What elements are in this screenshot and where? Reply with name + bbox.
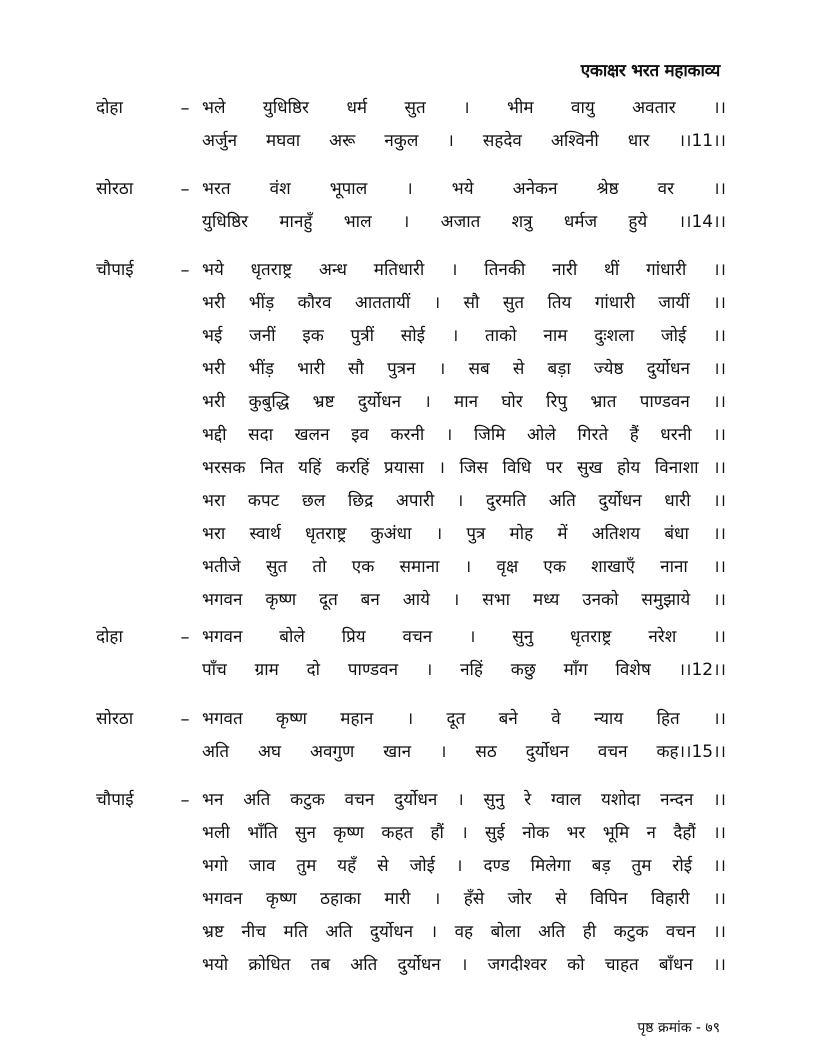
book-title-header: एकाक्षर भरत महाकाव्य xyxy=(580,61,720,81)
verse-type-label: सोरठा xyxy=(96,179,134,199)
verse-line xyxy=(96,621,726,654)
verse-text: भरा कपट छल छिद्र अपारी । दुरमति अति दुर्योधन धारी ।। xyxy=(202,491,726,511)
verse-text: भगो जाव तुम यहँ से जोई । दण्ड मिलेगा बड़ तुम रोई ।। xyxy=(202,856,726,876)
verse-text: पाँच ग्राम दो पाण्डवन । नहिं कछु माँग विशेष ।।12।। xyxy=(202,660,726,680)
verse-line xyxy=(96,452,726,485)
stanza-doha-11 xyxy=(96,92,726,158)
verse-text: भद्दी सदा खलन इव करनी । जिमि ओले गिरते हैं धरनी ।। xyxy=(202,425,726,445)
verse-text: भरी कुबुद्धि भ्रष्ट दुर्योधन । मान घोर रिपु भ्रात पाण्डवन ।। xyxy=(202,392,726,412)
verse-text: भयो क्रोधित तब अति दुर्योधन । जगदीश्वर को चाहत बाँधन ।। xyxy=(202,955,726,975)
stanza-doha-12 xyxy=(96,621,726,687)
verse-text: भली भाँति सुन कृष्ण कहत हौं । सुई नोक भर भूमि न दैहौं ।। xyxy=(202,823,726,843)
verse-line xyxy=(96,419,726,452)
stanza-sortha-14 xyxy=(96,173,726,239)
verse-text: अति अघ अवगुण खान । सठ दुर्योधन वचन कह।।15।। xyxy=(202,742,726,762)
verse-line xyxy=(96,703,726,736)
verse-line xyxy=(96,949,726,982)
verse-line xyxy=(96,850,726,883)
verse-type-label: चौपाई xyxy=(96,790,134,810)
verse-text: भगवन कृष्ण दूत बन आये । सभा मध्य उनको समुझाये ।। xyxy=(202,590,726,610)
stanza-chaupai-1 xyxy=(96,254,726,617)
verse-text: भरी भींड़ भारी सौ पुत्रन । सब से बड़ा ज्येष्ठ दुर्योधन ।। xyxy=(202,359,726,379)
verse-line xyxy=(96,254,726,287)
verse-line xyxy=(96,320,726,353)
verse-type-label: चौपाई xyxy=(96,260,134,280)
verse-text: भतीजे सुत तो एक समाना । वृक्ष एक शाखाएँ नाना ।। xyxy=(202,557,726,577)
verse-text: भले युधिष्ठिर धर्म सुत । भीम वायु अवतार ।। xyxy=(202,98,726,118)
verse-line xyxy=(96,518,726,551)
verse-line xyxy=(96,883,726,916)
verse-line xyxy=(96,287,726,320)
verse-text: भगवन बोले प्रिय वचन । सुनु धृतराष्ट्र नरेश ।। xyxy=(202,627,726,647)
verse-dash: – xyxy=(180,98,190,119)
verse-line xyxy=(96,736,726,769)
verse-line xyxy=(96,386,726,419)
verse-text: भरसक नित यहिं करहिं प्रयासा । जिस विधि पर सुख होय विनाशा ।। xyxy=(202,458,726,478)
verse-text: भरी भींड़ कौरव आततायीं । सौ सुत तिय गांधारी जायीं ।। xyxy=(202,293,726,313)
verse-line xyxy=(96,654,726,687)
verse-line xyxy=(96,551,726,584)
verse-dash: – xyxy=(180,627,190,648)
verse-text: भगवन कृष्ण ठहाका मारी । हँसे जोर से विपिन विहारी ।। xyxy=(202,889,726,909)
verse-dash: – xyxy=(180,790,190,811)
verse-line xyxy=(96,584,726,617)
verse-line xyxy=(96,916,726,949)
verse-line xyxy=(96,206,726,239)
verse-text: भगवत कृष्ण महान । दूत बने वे न्याय हित ।। xyxy=(202,709,726,729)
verse-line xyxy=(96,784,726,817)
verse-text: भये धृतराष्ट्र अन्ध मतिधारी । तिनकी नारी थीं गांधारी ।। xyxy=(202,260,726,280)
verse-line xyxy=(96,353,726,386)
verse-text: भरा स्वार्थ धृतराष्ट्र कुअंधा । पुत्र मोह में अतिशय बंधा ।। xyxy=(202,524,726,544)
verse-dash: – xyxy=(180,709,190,730)
verse-type-label: दोहा xyxy=(96,627,123,647)
stanza-sortha-15 xyxy=(96,703,726,769)
verse-line xyxy=(96,817,726,850)
verse-text: भ्रष्ट नीच मति अति दुर्योधन । वह बोला अति ही कटुक वचन ।। xyxy=(202,922,726,942)
verse-text: भरत वंश भूपाल । भये अनेकन श्रेष्ठ वर ।। xyxy=(202,179,726,199)
stanza-chaupai-2 xyxy=(96,784,726,982)
verse-type-label: सोरठा xyxy=(96,709,134,729)
verse-dash: – xyxy=(180,179,190,200)
verse-line xyxy=(96,173,726,206)
verse-text: अर्जुन मघवा अरू नकुल । सहदेव अश्विनी धार ।।11।। xyxy=(202,131,726,151)
verse-dash: – xyxy=(180,260,190,281)
verse-text: युधिष्ठिर मानहुँ भाल । अजात शत्रु धर्मज हुये ।।14।। xyxy=(202,212,726,232)
verse-text: भन अति कटुक वचन दुर्योधन । सुनु रे ग्वाल यशोदा नन्दन ।। xyxy=(202,790,726,810)
verse-line xyxy=(96,92,726,125)
verse-type-label: दोहा xyxy=(96,98,123,118)
verse-line xyxy=(96,485,726,518)
page-number: पृष्ठ क्रमांक - ७९ xyxy=(637,1020,720,1036)
verse-text: भई जनीं इक पुत्रीं सोई । ताको नाम दुःशला जोई ।। xyxy=(202,326,726,346)
verse-line xyxy=(96,125,726,158)
